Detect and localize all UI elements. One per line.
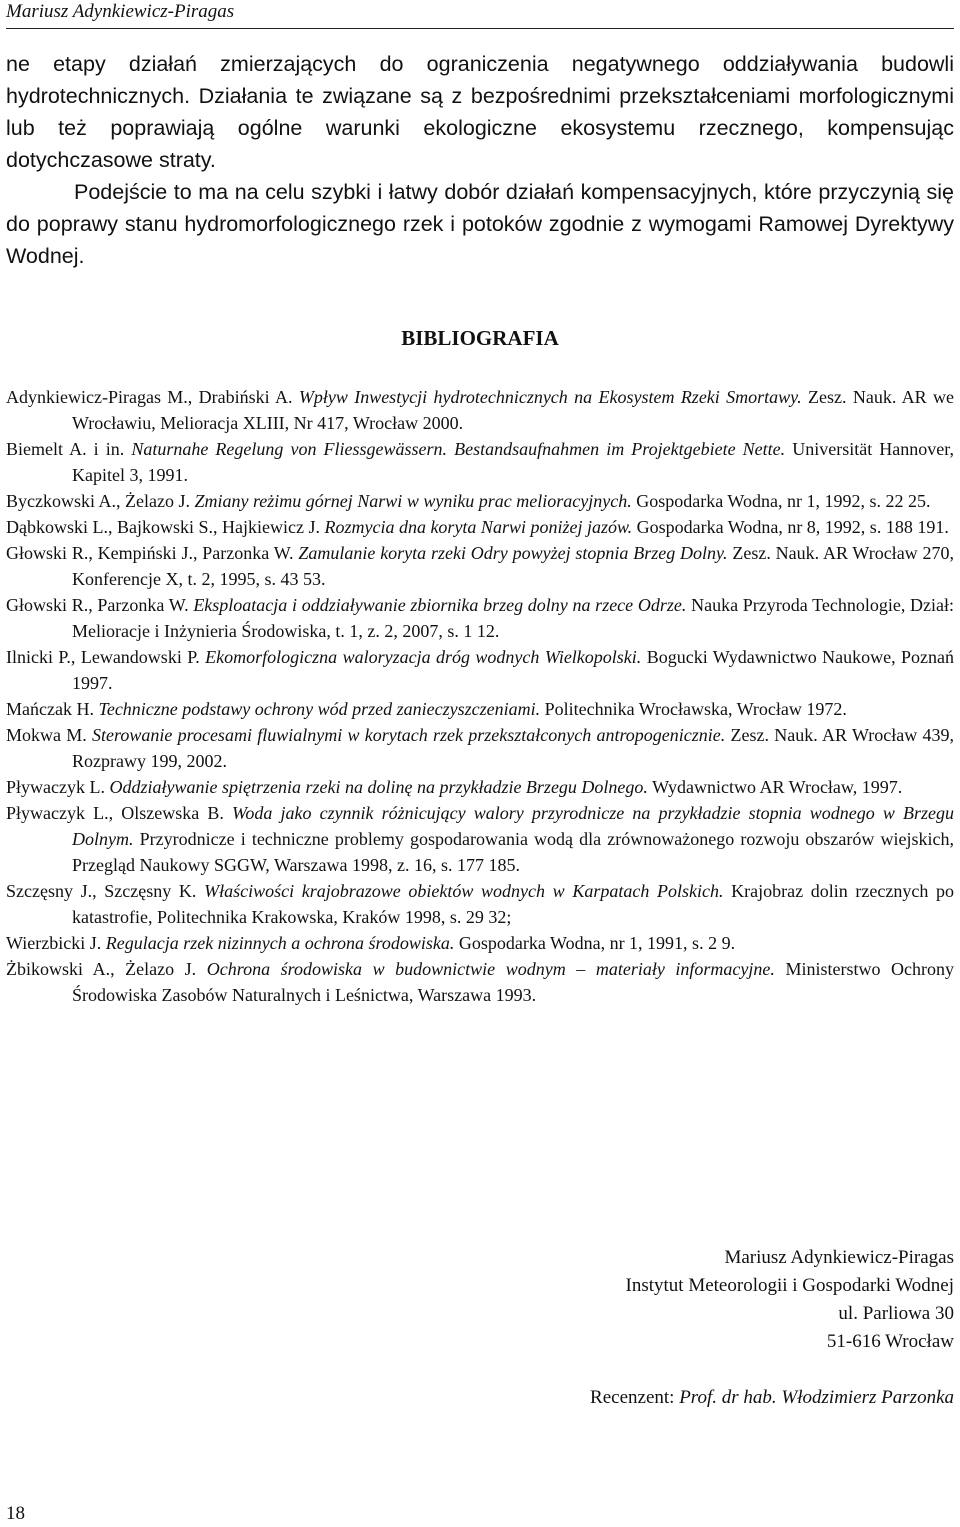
entry-publication: Ministerstwo Ochrony Środowiska Zasobów Naturalnych i Leśnictwa, Warszawa 1993. <box>72 959 955 1005</box>
reviewer-name: Prof. dr hab. Włodzimierz Parzonka <box>679 1387 954 1408</box>
entry-title: Regulacja rzek nizinnych a ochrona środowiska. <box>105 933 455 953</box>
entry-authors: Wierzbicki J. <box>6 933 102 953</box>
entry-publication: Gospodarka Wodna, nr 1, 1991, s. 2 9. <box>458 933 736 953</box>
bibliography-entry <box>6 540 954 592</box>
entry-publication: Nauka Przyroda Technologie, Dział: Melioracje i Inżynieria Środowiska, t. 1, z. 2, 2007, s. 1 12. <box>72 595 954 641</box>
entry-title: Wpływ Inwestycji hydrotechnicznych na Ekosystem Rzeki Smortawy. <box>298 387 802 407</box>
entry-title: Techniczne podstawy ochrony wód przed zanieczyszczeniami. <box>98 699 541 719</box>
entry-publication: Wydawnictwo AR Wrocław, 1997. <box>652 777 903 797</box>
bibliography-entry <box>6 722 954 774</box>
entry-title: Właściwości krajobrazowe obiektów wodnych w Karpatach Polskich. <box>204 881 724 901</box>
entry-title: Rozmycia dna koryta Narwi poniżej jazów. <box>324 517 633 537</box>
body-text <box>6 48 954 272</box>
entry-title: Sterowanie procesami fluwialnymi w korytach rzek przekształconych antropogenicznie. <box>92 725 726 745</box>
entry-authors: Pływaczyk L., Olszewska B. <box>6 803 224 823</box>
entry-title: Ochrona środowiska w budownictwie wodnym – materiały informacyjne. <box>206 959 775 979</box>
entry-publication: Universität Hannover, Kapitel 3, 1991. <box>72 439 955 485</box>
entry-title: Ekomorfologiczna waloryzacja dróg wodnych Wielkopolski. <box>205 647 642 667</box>
entry-publication: Politechnika Wrocławska, Wrocław 1972. <box>544 699 847 719</box>
author-address <box>626 1244 954 1356</box>
entry-publication: Zesz. Nauk. AR we Wrocławiu, Melioracja XLIII, Nr 417, Wrocław 2000. <box>72 387 955 433</box>
entry-authors: Adynkiewicz-Piragas M., Drabiński A. <box>6 387 293 407</box>
bibliography-entry <box>6 956 954 1008</box>
bibliography-entry <box>6 930 954 956</box>
entry-title: Woda jako czynnik różnicujący walory przyrodnicze na przykładzie stopnia wodnego w Brzegu Dolnym. <box>72 803 954 849</box>
bibliography-heading: BIBLIOGRAFIA <box>401 326 559 350</box>
entry-publication: Zesz. Nauk. AR Wrocław 439, Rozprawy 199, 2002. <box>72 725 954 771</box>
entry-authors: Biemelt A. i in. <box>6 439 125 459</box>
entry-authors: Byczkowski A., Żelazo J. <box>6 491 190 511</box>
entry-authors: Pływaczyk L. <box>6 777 105 797</box>
entry-publication: Zesz. Nauk. AR Wrocław 270, Konferencje X, t. 2, 1995, s. 43 53. <box>72 543 954 589</box>
running-head: Mariusz Adynkiewicz-Piragas <box>6 0 954 29</box>
entry-authors: Dąbkowski L., Bajkowski S., Hajkiewicz J. <box>6 517 320 537</box>
paragraph-2: Podejście to ma na celu szybki i łatwy dobór działań kompensacyjnych, które przyczynią się do poprawy stanu hydromorfologicznego rzek i potoków zgodnie z wymogami Ramowej Dyrektywy Wodnej. <box>6 180 954 268</box>
entry-publication: Przyrodnicze i techniczne problemy gospodarowania wodą dla zrównoważonego rozwoju obszarów wiejskich, Przegląd Naukowy SGGW, Warszawa 1998, z. 16, s. 177 185. <box>72 829 955 875</box>
bibliography-entry <box>6 774 954 800</box>
address-name: Mariusz Adynkiewicz-Piragas <box>724 1247 954 1268</box>
entry-authors: Ilnicki P., Lewandowski P. <box>6 647 200 667</box>
address-institution: Instytut Meteorologii i Gospodarki Wodnej <box>625 1275 954 1296</box>
bibliography-entry <box>6 514 954 540</box>
bibliography-list <box>6 384 954 1008</box>
page-number: 18 <box>6 1503 25 1524</box>
entry-authors: Głowski R., Parzonka W. <box>6 595 189 615</box>
address-street: ul. Parliowa 30 <box>838 1303 954 1324</box>
bibliography-entry <box>6 436 954 488</box>
bibliography-entry <box>6 592 954 644</box>
entry-title: Zamulanie koryta rzeki Odry powyżej stopnia Brzeg Dolny. <box>298 543 728 563</box>
entry-authors: Mańczak H. <box>6 699 94 719</box>
bibliography-entry <box>6 384 954 436</box>
entry-title: Oddziaływanie spiętrzenia rzeki na dolinę na przykładzie Brzegu Dolnego. <box>109 777 648 797</box>
entry-publication: Gospodarka Wodna, nr 1, 1992, s. 22 25. <box>636 491 931 511</box>
entry-authors: Szczęsny J., Szczęsny K. <box>6 881 197 901</box>
entry-authors: Głowski R., Kempiński J., Parzonka W. <box>6 543 294 563</box>
reviewer-label: Recenzent: <box>590 1387 675 1408</box>
paragraph-1: ne etapy działań zmierzających do ograniczenia negatywnego oddziaływania budowli hydrotechnicznych. Działania te związane są z bezpośrednimi przekształceniami morfologicznymi lub też poprawiają ogólne warunki ekologiczne ekosystemu rzecznego, kompensując dotychczasowe straty. <box>6 52 954 172</box>
reviewer-line <box>590 1384 954 1412</box>
entry-publication: Krajobraz dolin rzecznych po katastrofie, Politechnika Krakowska, Kraków 1998, s. 29 32; <box>72 881 954 927</box>
entry-title: Naturnahe Regelung von Fliessgewässern. Bestandsaufnahmen im Projektgebiete Nette. <box>131 439 786 459</box>
bibliography-entry <box>6 800 954 878</box>
bibliography-entry <box>6 878 954 930</box>
entry-title: Eksploatacja i oddziaływanie zbiornika brzeg dolny na rzece Odrze. <box>193 595 687 615</box>
bibliography-entry <box>6 488 954 514</box>
entry-authors: Mokwa M. <box>6 725 87 745</box>
entry-publication: Gospodarka Wodna, nr 8, 1992, s. 188 191. <box>636 517 949 537</box>
entry-title: Zmiany reżimu górnej Narwi w wyniku prac melioracyjnych. <box>194 491 632 511</box>
bibliography-entry <box>6 696 954 722</box>
entry-publication: Bogucki Wydawnictwo Naukowe, Poznań 1997. <box>72 647 954 693</box>
address-city: 51-616 Wrocław <box>826 1331 954 1352</box>
entry-authors: Żbikowski A., Żelazo J. <box>6 959 197 979</box>
bibliography-entry <box>6 644 954 696</box>
